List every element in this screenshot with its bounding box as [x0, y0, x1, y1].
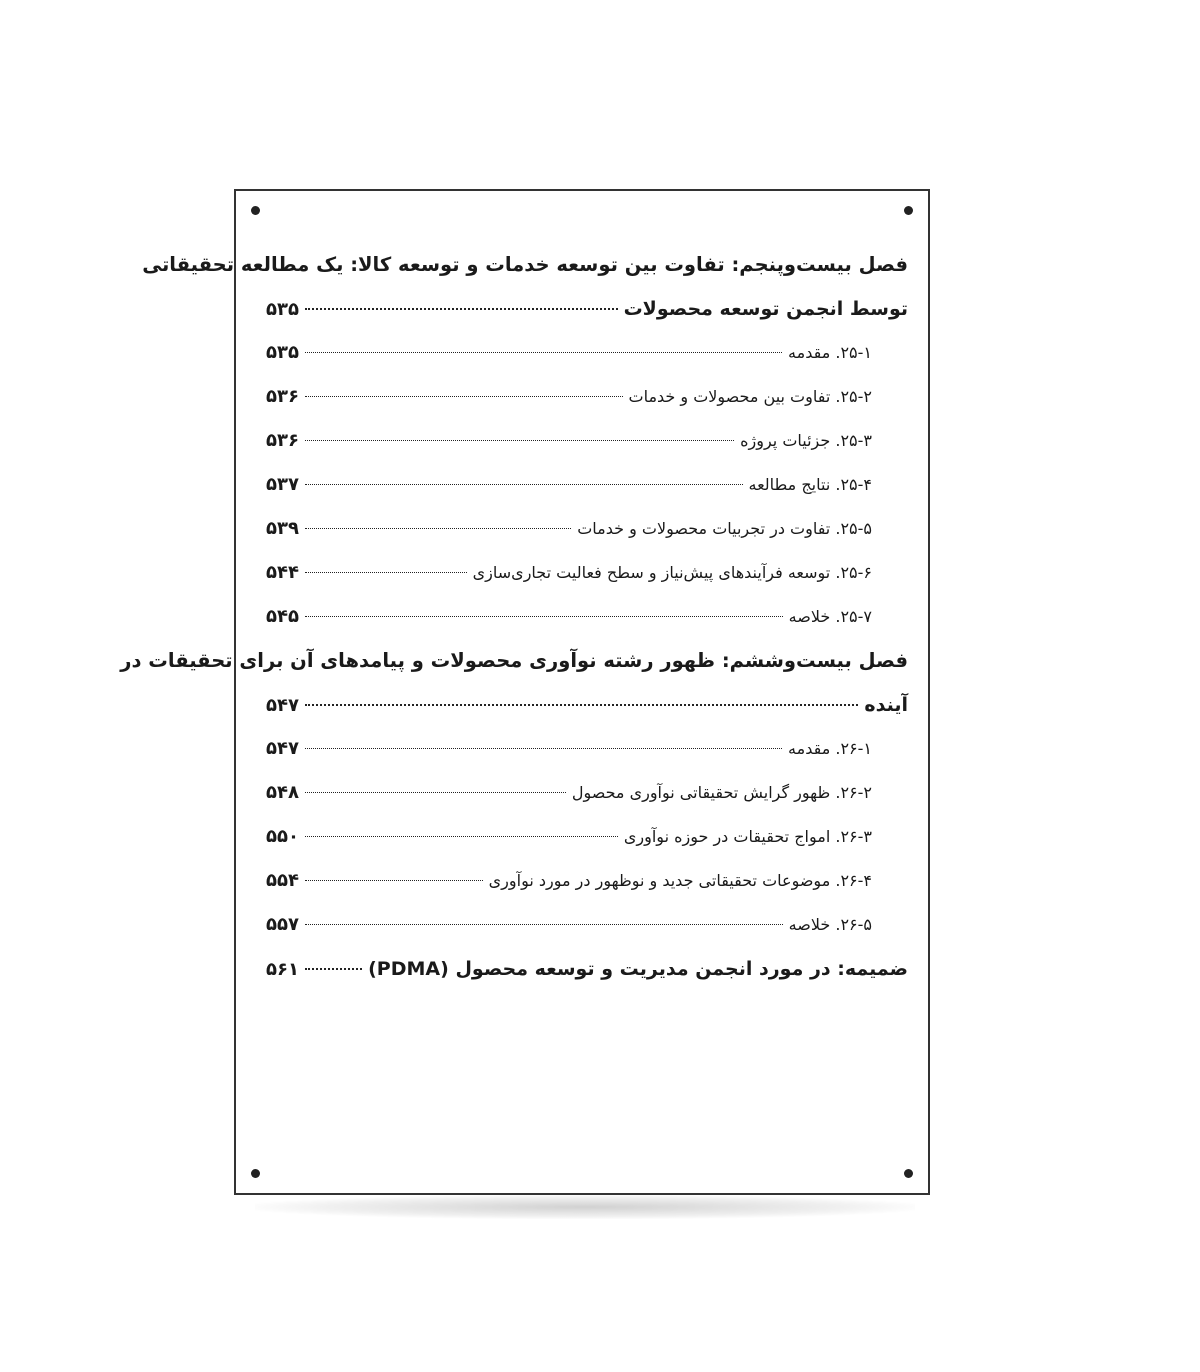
dot-leader — [305, 396, 623, 397]
page-number: ۵۴۷ — [266, 695, 299, 716]
corner-dot — [904, 206, 913, 215]
toc-entry-25-4 — [266, 463, 908, 507]
page-number: ۵۵۰ — [266, 826, 299, 847]
dot-leader — [305, 968, 362, 970]
corner-dot — [251, 1169, 260, 1178]
corner-dot — [251, 206, 260, 215]
page-number: ۵۴۸ — [266, 782, 299, 803]
page-number: ۵۳۷ — [266, 474, 299, 495]
dot-leader — [305, 792, 566, 793]
toc-entry-26-2 — [266, 771, 908, 815]
dot-leader — [305, 836, 618, 837]
chapter-25-title-line2: توسط انجمن توسعه محصولات — [623, 298, 908, 320]
toc-entry-25-5 — [266, 507, 908, 551]
page-number: ۵۳۵ — [266, 342, 299, 363]
chapter-26-heading — [120, 639, 908, 683]
section-title: ۲۵-۲. تفاوت بین محصولات و خدمات — [628, 387, 872, 406]
appendix-abbreviation: (PDMA) — [368, 958, 449, 980]
page-shadow — [255, 1195, 915, 1219]
toc-entry-25-1 — [266, 331, 908, 375]
page-number: ۵۳۵ — [266, 299, 299, 320]
dot-leader — [305, 352, 782, 353]
toc-entry-25-2 — [266, 375, 908, 419]
corner-dot — [904, 1169, 913, 1178]
chapter-25-title-line1: فصل بیست‌وپنجم: تفاوت بین توسعه خدمات و توسعه کالا: یک مطالعه تحقیقاتی — [142, 253, 908, 276]
chapter-26-entry — [266, 683, 908, 727]
page-number: ۵۶۱ — [266, 959, 299, 980]
dot-leader — [305, 484, 743, 485]
dot-leader — [305, 572, 467, 573]
dot-leader — [305, 528, 571, 529]
page-number: ۵۴۷ — [266, 738, 299, 759]
section-title: ۲۶-۱. مقدمه — [788, 739, 872, 758]
toc-entry-25-6 — [266, 551, 908, 595]
chapter-25-heading — [142, 243, 908, 287]
dot-leader — [305, 880, 483, 881]
chapter-26-title-line2: آینده — [864, 694, 908, 716]
toc-entry-26-1 — [266, 727, 908, 771]
section-title: ۲۵-۶. توسعه فرآیندهای پیش‌نیاز و سطح فعالیت تجاری‌سازی — [472, 563, 872, 582]
dot-leader — [305, 924, 783, 925]
section-title: ۲۵-۴. نتایج مطالعه — [748, 475, 872, 494]
chapter-26-title-line1: فصل بیست‌وششم: ظهور رشته نوآوری محصولات و پیامدهای آن برای تحقیقات در — [120, 649, 908, 672]
section-title: ۲۶-۵. خلاصه — [788, 915, 872, 934]
dot-leader — [305, 704, 858, 706]
dot-leader — [305, 748, 782, 749]
section-title: ۲۵-۱. مقدمه — [788, 343, 872, 362]
page-number: ۵۳۶ — [266, 430, 299, 451]
appendix-title — [368, 947, 908, 991]
chapter-25-entry — [266, 287, 908, 331]
section-title: ۲۶-۳. امواج تحقیقات در حوزه نوآوری — [623, 827, 872, 846]
page-number: ۵۴۵ — [266, 606, 299, 627]
page-number: ۵۳۹ — [266, 518, 299, 539]
toc-entry-25-3 — [266, 419, 908, 463]
dot-leader — [305, 308, 618, 310]
section-title: ۲۵-۷. خلاصه — [788, 607, 872, 626]
table-of-contents — [120, 243, 908, 991]
section-title: ۲۵-۵. تفاوت در تجربیات محصولات و خدمات — [577, 519, 872, 538]
section-title: ۲۵-۳. جزئیات پروژه — [740, 431, 872, 450]
toc-page — [120, 189, 930, 1195]
section-title: ۲۶-۴. موضوعات تحقیقاتی جدید و نوظهور در مورد نوآوری — [488, 871, 872, 890]
toc-entry-25-7 — [266, 595, 908, 639]
page-number: ۵۵۴ — [266, 870, 299, 891]
dot-leader — [305, 616, 783, 617]
appendix-entry — [266, 947, 908, 991]
toc-entry-26-3 — [266, 815, 908, 859]
appendix-title-text: ضمیمه: در مورد انجمن مدیریت و توسعه محصول — [455, 958, 908, 980]
section-title: ۲۶-۲. ظهور گرایش تحقیقاتی نوآوری محصول — [571, 783, 872, 802]
page-number: ۵۴۴ — [266, 562, 299, 583]
dot-leader — [305, 440, 734, 441]
toc-entry-26-4 — [266, 859, 908, 903]
toc-entry-26-5 — [266, 903, 908, 947]
page-number: ۵۵۷ — [266, 914, 299, 935]
page-number: ۵۳۶ — [266, 386, 299, 407]
